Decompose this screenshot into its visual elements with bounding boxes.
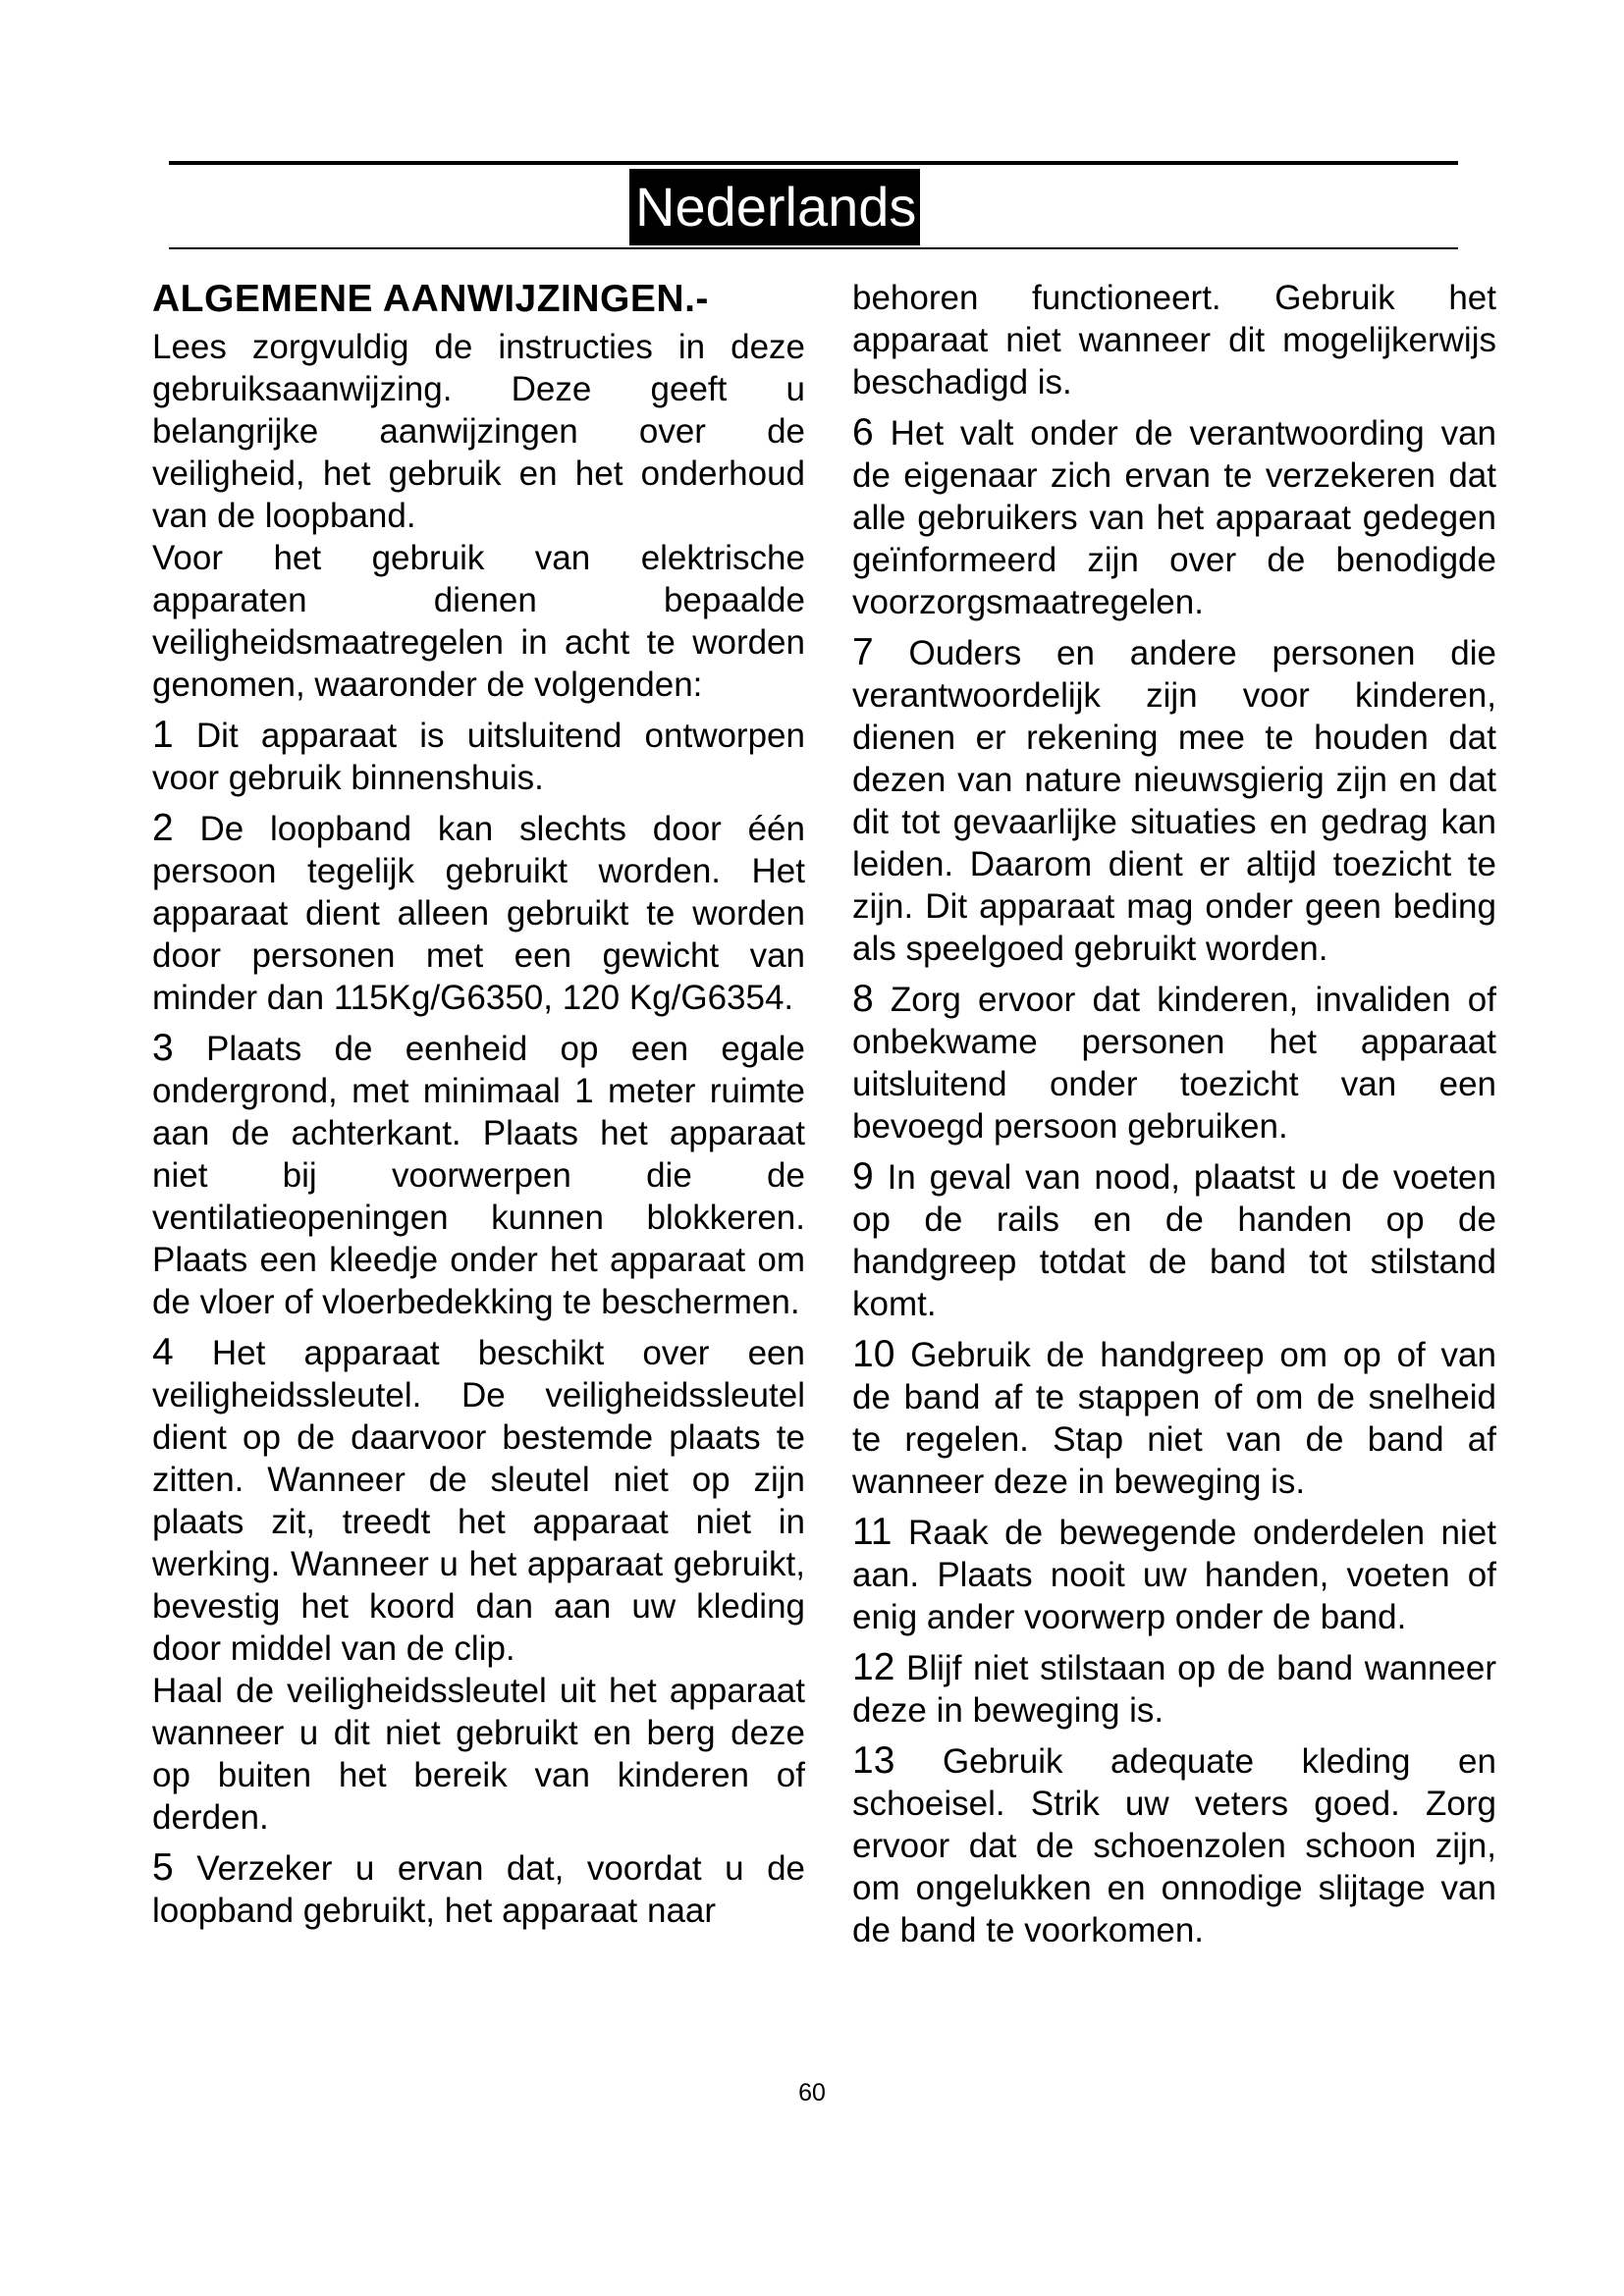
instruction-item-11 <box>852 1511 1496 1638</box>
header-bottom-rule <box>169 247 1458 249</box>
page-number: 60 <box>798 2079 826 2107</box>
instruction-item-8 <box>852 978 1496 1148</box>
item-text: In geval van nood, plaatst u de voeten op de rails en de handen op de handgreep totdat de band tot stilstand komt. <box>852 1158 1496 1323</box>
item-number: 1 <box>152 714 174 756</box>
item-text: Dit apparaat is uitsluitend ontworpen voor gebruik binnenshuis. <box>152 717 805 797</box>
item-number: 10 <box>852 1333 895 1375</box>
instruction-item-3 <box>152 1027 805 1323</box>
section-heading: ALGEMENE AANWIJZINGEN.- <box>152 278 709 320</box>
language-title: Nederlands <box>629 169 920 245</box>
instruction-item-2 <box>152 807 805 1019</box>
instruction-item-12 <box>852 1646 1496 1732</box>
item-number: 11 <box>852 1511 893 1553</box>
item-text: Zorg ervoor dat kinderen, invaliden of onbekwame personen het apparaat uitsluitend onder toezicht van een bevoegd persoon gebruiken. <box>852 981 1496 1146</box>
item-number: 2 <box>152 807 174 849</box>
item-text: Raak de bewegende onderdelen niet aan. Plaats nooit uw handen, voeten of enig ander voorwerp onder de band. <box>852 1514 1496 1636</box>
intro-paragraph-2: Voor het gebruik van elektrische apparaten dienen bepaalde veiligheidsmaatregelen in acht te worden genomen, waaronder de volgenden: <box>152 539 805 704</box>
item-text: Blijf niet stilstaan op de band wanneer deze in beweging is. <box>852 1649 1496 1730</box>
instruction-item-9 <box>852 1155 1496 1325</box>
instruction-item-10 <box>852 1333 1496 1503</box>
item-text: Verzeker u ervan dat, voordat u de loopband gebruikt, het apparaat naar <box>152 1849 805 1930</box>
item-number: 6 <box>852 411 874 454</box>
item-text: Het apparaat beschikt over een veiligheidssleutel. De veiligheidssleutel dient op de daarvoor bestemde plaats te zitten. Wanneer de sleutel niet op zijn plaats zit, treedt het apparaat niet in werking. Wanneer u het apparaat gebruikt, bevestig het koord dan aan uw kleding door middel van de clip. <box>152 1334 805 1668</box>
item-number: 12 <box>852 1646 895 1688</box>
item-text: Plaats de eenheid op een egale ondergrond, met minimaal 1 meter ruimte aan de achterkant. Plaats het apparaat niet bij voorwerpen die de ventilatieopeningen kunnen blokkeren. Plaats een kleedje onder het apparaat om de vloer of vloerbedekking te beschermen. <box>152 1030 805 1321</box>
left-column <box>152 277 805 1932</box>
item-number: 9 <box>852 1155 874 1198</box>
right-column <box>852 277 1496 1951</box>
instruction-item-13 <box>852 1739 1496 1951</box>
instruction-item-4 <box>152 1331 805 1670</box>
instruction-item-6 <box>852 411 1496 623</box>
item-number: 4 <box>152 1331 174 1373</box>
header-top-rule <box>169 161 1458 165</box>
item-text: Ouders en andere personen die verantwoordelijk zijn voor kinderen, dienen er rekening mee te houden dat dezen van nature nieuwsgierig zijn en dat dit tot gevaarlijke situaties en gedrag kan leiden. Daarom dient er altijd toezicht te zijn. Dit apparaat mag onder geen beding als speelgoed gebruikt worden. <box>852 634 1496 968</box>
item-text: Gebruik de handgreep om op of van de band af te stappen of om de snelheid te regelen. Stap niet van de band af wanneer deze in beweging is. <box>852 1336 1496 1501</box>
item-number: 3 <box>152 1027 174 1069</box>
item-number: 7 <box>852 631 874 673</box>
item-text: Het valt onder de verantwoording van de eigenaar zich ervan te verzekeren dat alle gebruikers van het apparaat gedegen geïnformeerd zijn over de benodigde voorzorgsmaatregelen. <box>852 414 1496 621</box>
item-number: 5 <box>152 1846 174 1889</box>
instruction-item-5 <box>152 1846 805 1932</box>
instruction-item-1 <box>152 714 805 799</box>
instruction-item-4-extra: Haal de veiligheidssleutel uit het apparaat wanneer u dit niet gebruikt en berg deze op buiten het bereik van kinderen of derden. <box>152 1672 805 1837</box>
instruction-item-7 <box>852 631 1496 970</box>
item-number: 8 <box>852 978 874 1020</box>
item-text: De loopband kan slechts door één persoon tegelijk gebruikt worden. Het apparaat dient alleen gebruikt te worden door personen met een gewicht van minder dan 115Kg/G6350, 120 Kg/G6354. <box>152 810 805 1017</box>
instruction-item-5-continued: behoren functioneert. Gebruik het apparaat niet wanneer dit mogelijkerwijs beschadigd is. <box>852 279 1496 401</box>
item-text: Gebruik adequate kleding en schoeisel. Strik uw veters goed. Zorg ervoor dat de schoenzolen schoon zijn, om ongelukken en onnodige slijtage van de band te voorkomen. <box>852 1742 1496 1949</box>
intro-paragraph-1: Lees zorgvuldig de instructies in deze gebruiksaanwijzing. Deze geeft u belangrijke aanwijzingen over de veiligheid, het gebruik en het onderhoud van de loopband. <box>152 328 805 535</box>
item-number: 13 <box>852 1739 895 1782</box>
